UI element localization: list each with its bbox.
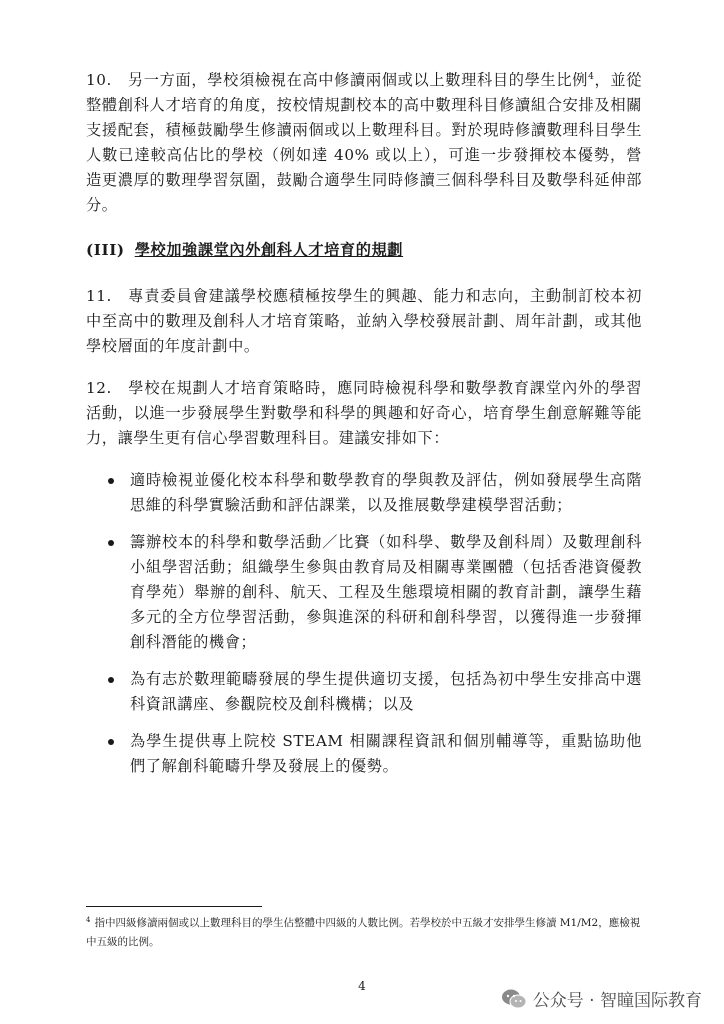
list-item — [108, 729, 642, 779]
bullet-icon — [108, 540, 114, 546]
bullet-icon — [108, 478, 114, 484]
section-number: (III) — [86, 241, 125, 259]
list-item-text: 為有志於數理範疇發展的學生提供適切支援，包括為初中學生安排高中選科資訊講座、參觀院校及創科機構；以及 — [130, 670, 642, 713]
page-number: 4 — [358, 979, 366, 993]
list-item — [108, 468, 642, 518]
footnote-divider — [86, 906, 262, 907]
list-item-text: 適時檢視並優化校本科學和數學教育的學與教及評估，例如發展學生高階思維的科學實驗活動和評估課業，以及推展數學建模學習活動； — [130, 471, 642, 514]
recommendation-list — [108, 468, 642, 791]
bullet-icon — [108, 739, 114, 745]
paragraph-12: 12. 學校在規劃人才培育策略時，應同時檢視科學和數學教育課堂內外的學習活動，以進一步發展學生對數學和科學的興趣和好奇心，培育學生創意解難等能力，讓學生更有信心學習數理科目。建議安排如下： — [86, 379, 642, 447]
watermark-text: 公众号 · 智瞳国际教育 — [532, 991, 702, 1011]
list-item-text: 籌辦校本的科學和數學活動／比賽（如科學、數學及創科周）及數理創科小組學習活動；組織學生參與由教育局及相關專業團體（包括香港資優教育學苑）舉辦的創科、航天、工程及生態環境相關的教育計劃，讓學生藉多元的全方位學習活動，參與進深的科研和創科學習，以獲得進一步發揮創科潛能的機會； — [130, 533, 642, 651]
list-item — [108, 530, 642, 655]
paragraph-10 — [86, 68, 642, 218]
list-item — [108, 667, 642, 717]
footnote-reference[interactable]: 4 — [588, 71, 595, 82]
footnote-text: 指中四級修讀兩個或以上數理科目的學生佔整體中四級的人數比例。若學校於中五級才安排學生修讀 M1/M2，應檢視中五級的比例。 — [86, 917, 641, 948]
watermark — [501, 986, 702, 1011]
list-item-text: 為學生提供專上院校 STEAM 相關課程資訊和個別輔導等，重點協助他們了解創科範疇升學及發展上的優勢。 — [130, 732, 642, 775]
wechat-icon — [501, 988, 527, 1010]
bullet-icon — [108, 677, 114, 683]
paragraph-11: 11. 專責委員會建議學校應積極按學生的興趣、能力和志向，主動制訂校本初中至高中的數理及創科人才培育策略，並納入學校發展計劃、周年計劃，或其他學校層面的年度計劃中。 — [86, 287, 642, 355]
footnote — [86, 914, 642, 952]
footnote-mark: 4 — [86, 915, 91, 924]
section-title: 學校加強課堂內外創科人才培育的規劃 — [134, 241, 404, 259]
paragraph-10-text-continued: ，並從整體創科人才培育的角度，按校情規劃校本的高中數理科目修讀組合安排及相關支援配套，積極鼓勵學生修讀兩個或以上數理科目。對於現時修讀數理科目學生人數已達較高佔比的學校（例如達 40% 或以上），可進一步發揮校本優勢，營造更濃厚的數理學習氛圍，鼓勵合適學生同時修讀三個科學科目及數學科延伸部分。 — [86, 71, 642, 214]
section-heading — [86, 238, 642, 263]
paragraph-10-text: 10. 另一方面，學校須檢視在高中修讀兩個或以上數理科目的學生比例 — [86, 71, 589, 89]
